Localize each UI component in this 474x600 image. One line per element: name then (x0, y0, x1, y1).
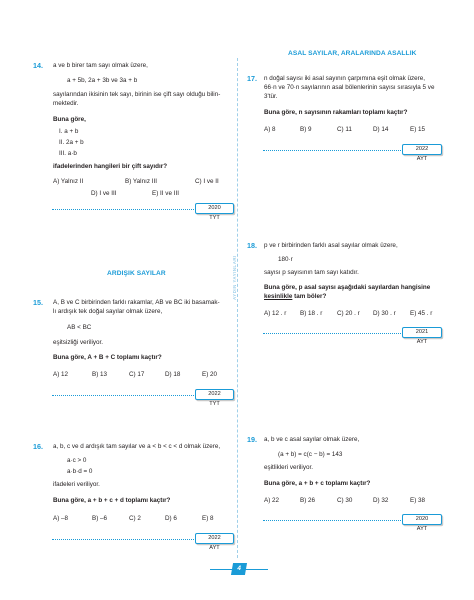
question-16-exam-tag: 2022 AYT (195, 533, 234, 544)
section-title-prime-numbers: ASAL SAYILAR, ARALARINDA ASALLIK (288, 50, 417, 57)
question-17-exam-tag: 2022 AYT (402, 144, 442, 155)
question-14-option-a: A) Yalnız II (53, 178, 84, 185)
question-16-stem: a, b, c ve d ardışık tam sayılar ve a < b < c < d olmak üzere, (53, 443, 221, 450)
question-18-stem: p ve r birbirinden farklı asal sayılar olmak üzere, (264, 242, 398, 249)
question-17-option-d: D) 14 (373, 126, 389, 133)
question-17-option-c: C) 11 (337, 126, 352, 133)
question-14-question: ifadelerinden hangileri bir çift sayıdır? (53, 163, 168, 170)
question-18-option-c: C) 20 . r (337, 310, 360, 317)
question-18-tag-rule (263, 333, 401, 334)
question-19-option-a: A) 22 (264, 497, 280, 504)
question-15-stem-cont: lı ardışık tek doğal sayılar olmak üzere, (53, 308, 163, 315)
question-16-given: ifadeleri veriliyor. (53, 481, 100, 488)
question-19-exam-tag: 2020 AYT (402, 514, 442, 525)
question-17-tag-rule (263, 150, 401, 151)
question-18-question-tail: tam böler? (292, 293, 327, 300)
question-15-option-c: C) 17 (129, 371, 145, 378)
question-17-option-e: E) 15 (410, 126, 426, 133)
question-18-number: 18. (247, 241, 257, 250)
question-17-option-b: B) 9 (300, 126, 312, 133)
question-19-expression: (a + b) = c(c − b) = 143 (278, 451, 343, 458)
question-18-exam-tag: 2021 AYT (402, 327, 442, 338)
question-14-option-d: D) I ve III (91, 190, 117, 197)
question-16-expression-1: a·c > 0 (67, 457, 87, 464)
question-19-option-d: D) 32 (373, 497, 389, 504)
question-18-question: Buna göre, p asal sayısı aşağıdaki sayılardan hangisine (264, 284, 431, 291)
question-16-option-d: D) 6 (165, 515, 177, 522)
question-19-option-b: B) 26 (300, 497, 316, 504)
question-14-tag-rule (52, 209, 194, 210)
question-15-option-d: D) 18 (165, 371, 181, 378)
question-18-option-d: D) 30 . r (373, 310, 396, 317)
question-15-expression: AB < BC (67, 324, 92, 331)
question-17-stem-cont: 66·n ve 70·n sayılarının asal bölenlerinin sayısı sırasıyla 5 ve (264, 84, 435, 91)
question-15-number: 15. (33, 298, 43, 307)
question-14-item-1: I. a + b (59, 128, 79, 135)
question-17-option-a: A) 8 (264, 126, 276, 133)
question-15-option-b: B) 13 (92, 371, 108, 378)
question-16-expression-2: a·b·d = 0 (67, 468, 93, 475)
column-divider (237, 58, 238, 558)
question-15-option-a: A) 12 (53, 371, 69, 378)
page-number: 4 (231, 563, 247, 575)
question-19-question: Buna göre, a + b + c toplamı kaçtır? (264, 480, 371, 487)
question-14-description: sayılarından ikisinin tek sayı, birinin ise çift sayı olduğu bilin- (53, 91, 221, 98)
question-19-given: eşitlikleri veriliyor. (264, 464, 313, 471)
question-14-option-c: C) I ve II (195, 178, 219, 185)
question-16-option-a: A) –8 (53, 515, 69, 522)
question-14-option-e: E) II ve III (152, 190, 179, 197)
question-16-option-c: C) 2 (129, 515, 141, 522)
question-19-option-c: C) 30 (337, 497, 353, 504)
question-14-description-cont: mektedir. (53, 100, 79, 107)
question-16-number: 16. (33, 442, 43, 451)
question-14-prompt: Buna göre, (53, 116, 86, 123)
question-14-item-3: III. a·b (59, 150, 77, 157)
question-19-tag-rule (263, 520, 401, 521)
question-17-question: Buna göre, n sayısının rakamları toplamı kaçtır? (264, 109, 408, 116)
question-18-question-cont (264, 293, 326, 302)
question-14-exam-tag: 2020 TYT (195, 203, 234, 214)
question-17-stem: n doğal sayısı iki asal sayının çarpımına eşit olmak üzere, (264, 75, 425, 82)
question-14-expression: a + 5b, 2a + 3b ve 3a + b (67, 77, 138, 84)
question-15-question: Buna göre, A + B + C toplamı kaçtır? (53, 354, 162, 361)
question-16-question: Buna göre, a + b + c + d toplamı kaçtır? (53, 497, 171, 504)
question-15-option-e: E) 20 (202, 371, 218, 378)
question-14-item-2: II. 2a + b (59, 139, 84, 146)
question-14-stem: a ve b birer tam sayı olmak üzere, (53, 62, 148, 69)
question-18-option-a: A) 12 . r (264, 310, 287, 317)
publisher-side-text: AYDIN YAYINLARI (232, 255, 237, 300)
question-17-number: 17. (247, 74, 257, 83)
question-16-option-e: E) 8 (202, 515, 214, 522)
section-title-consecutive-numbers: ARDIŞIK SAYILAR (107, 270, 166, 277)
question-15-tag-rule (52, 395, 194, 396)
question-15-given: eşitsizliği veriliyor. (53, 339, 104, 346)
question-16-option-b: B) –6 (92, 515, 108, 522)
question-15-stem: A, B ve C birbirinden farklı rakamlar, AB ve BC iki basamak- (53, 299, 220, 306)
question-18-expression: 180·r (278, 256, 293, 263)
question-18-option-b: B) 18 . r (300, 310, 323, 317)
question-18-emphasis: kesinlikle (264, 293, 293, 300)
question-19-option-e: E) 38 (410, 497, 426, 504)
question-19-stem: a, b ve c asal sayılar olmak üzere, (264, 436, 360, 443)
question-16-tag-rule (52, 539, 194, 540)
question-18-given: sayısı p sayısının tam sayı katıdır. (264, 269, 359, 276)
question-18-option-e: E) 45 . r (410, 310, 433, 317)
question-19-number: 19. (247, 435, 257, 444)
question-17-stem-end: 3'tür. (264, 93, 278, 100)
question-14-number: 14. (33, 61, 43, 70)
question-14-option-b: B) Yalnız III (125, 178, 157, 185)
question-15-exam-tag: 2022 TYT (195, 389, 234, 400)
